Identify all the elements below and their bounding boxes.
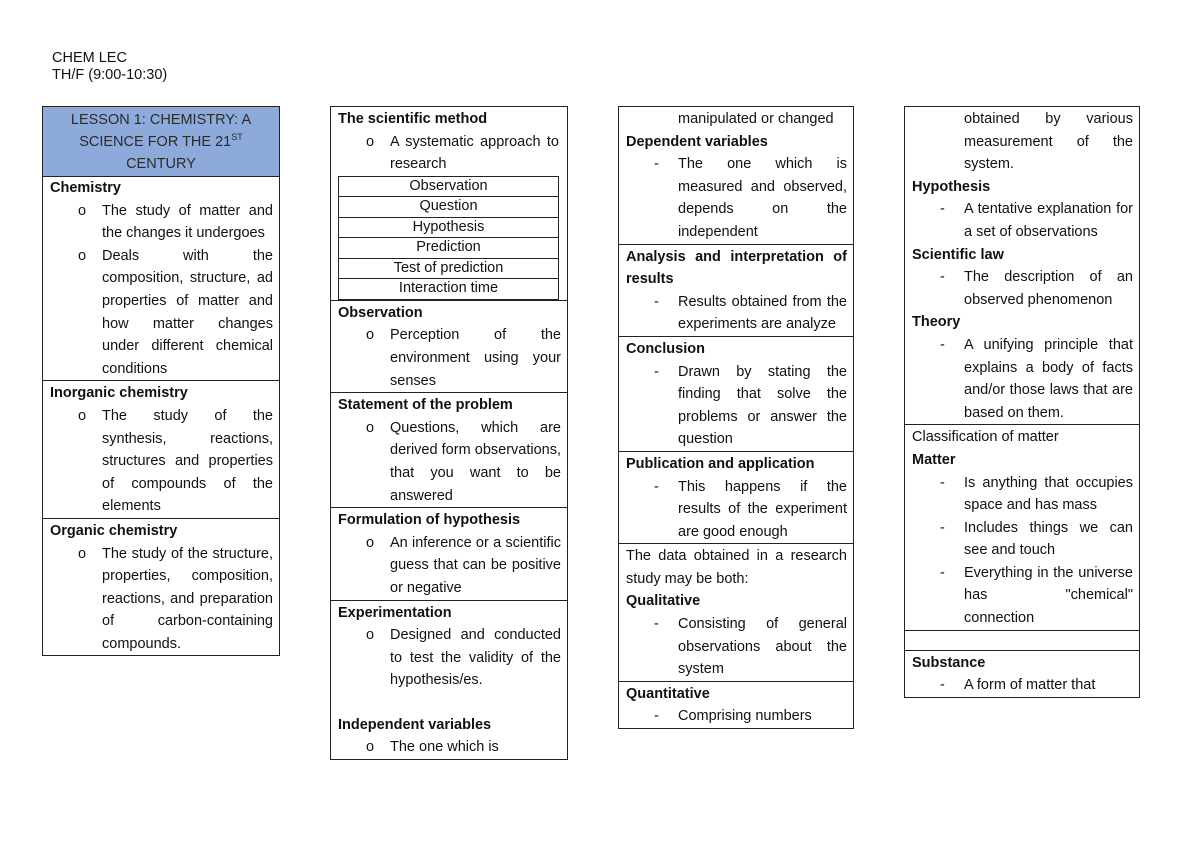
bullet-icon: - <box>940 677 945 694</box>
observation-box <box>330 301 568 393</box>
continued-text: obtained by various measurement of the system. <box>964 111 1133 173</box>
list-item: - Drawn by stating the finding that solve the problems or answer the question <box>626 361 847 451</box>
data-box <box>618 544 854 682</box>
qualitative-heading: Qualitative <box>626 593 701 610</box>
step-cell: Observation <box>338 176 559 198</box>
bullet-icon: - <box>654 478 659 495</box>
list-item: - This happens if the results of the experiment are good enough <box>626 476 847 544</box>
analysis-box <box>618 245 854 337</box>
independent-heading: Independent variables <box>338 716 492 733</box>
bullet-icon: - <box>654 708 659 725</box>
quantitative-box <box>618 682 854 729</box>
column-1 <box>42 106 280 656</box>
step-cell: Interaction time <box>338 279 559 300</box>
bullet-icon: - <box>654 156 659 173</box>
classification-box <box>904 425 1140 630</box>
list-item: o The study of matter and the changes it undergoes <box>50 200 273 245</box>
observation-heading: Observation <box>338 304 423 321</box>
problem-box <box>330 393 568 508</box>
bullet-icon: - <box>940 336 945 353</box>
list-item: - Consisting of general observations about the system <box>626 613 847 681</box>
publication-heading: Publication and application <box>626 455 815 472</box>
step-cell: Question <box>338 197 559 218</box>
organic-box <box>42 519 280 657</box>
problem-heading: Statement of the problem <box>338 397 513 414</box>
list-item: - Everything in the universe has "chemical" connection <box>912 562 1133 630</box>
sci-method-heading: The scientific method <box>338 111 488 127</box>
organic-heading: Organic chemistry <box>50 522 178 539</box>
experimentation-box <box>330 601 568 761</box>
conclusion-heading: Conclusion <box>626 340 705 357</box>
matter-heading: Matter <box>912 451 956 468</box>
bullet-icon: o <box>366 419 375 436</box>
inorganic-box <box>42 381 280 519</box>
bullet-icon: o <box>78 202 87 219</box>
inorganic-heading: Inorganic chemistry <box>50 385 188 402</box>
bullet-icon: o <box>366 327 375 344</box>
conclusion-box <box>618 337 854 452</box>
experimentation-heading: Experimentation <box>338 604 452 621</box>
dependent-heading: Dependent variables <box>626 133 768 150</box>
course-schedule: TH/F (9:00-10:30) <box>52 67 168 83</box>
column-3 <box>618 106 854 729</box>
bullet-icon: - <box>940 201 945 218</box>
bullet-icon: - <box>940 564 945 581</box>
column-4 <box>904 106 1140 698</box>
hypothesis-box <box>330 508 568 600</box>
list-item: - Includes things we can see and touch <box>912 517 1133 562</box>
theory-heading: Theory <box>912 314 961 331</box>
bullet-icon: - <box>940 269 945 286</box>
column-2 <box>330 106 568 760</box>
substance-box <box>904 651 1140 698</box>
bullet-icon: - <box>654 293 659 310</box>
data-intro: The data obtained in a research study may be both: <box>626 548 847 587</box>
list-item: o The study of the synthesis, reactions, structures and properties of compounds of the elements <box>50 405 273 518</box>
list-item: - The description of an observed phenomenon <box>912 266 1133 311</box>
list-item: - Comprising numbers <box>626 705 847 728</box>
bullet-icon: - <box>654 616 659 633</box>
step-cell: Prediction <box>338 238 559 259</box>
bullet-icon: o <box>78 407 87 424</box>
list-item: o Designed and conducted to test the validity of the hypothesis/es. <box>338 624 561 692</box>
bullet-icon: - <box>940 474 945 491</box>
concepts-box <box>904 106 1140 425</box>
course-title: CHEM LEC <box>52 50 127 66</box>
step-cell: Hypothesis <box>338 218 559 239</box>
bullet-icon: o <box>78 247 87 264</box>
list-item: o Questions, which are derived form observations, that you want to be answered <box>338 417 561 507</box>
dependent-box <box>618 106 854 245</box>
step-cell: Test of prediction <box>338 259 559 280</box>
list-item: - Results obtained from the experiments are analyze <box>626 291 847 336</box>
quantitative-heading: Quantitative <box>626 685 710 702</box>
list-item: o The study of the structure, properties, composition, reactions, and preparation of carbon-containing compounds. <box>50 543 273 656</box>
analysis-heading: Analysis and interpretation of results <box>626 248 847 288</box>
spacer <box>338 692 561 714</box>
list-item: o An inference or a scientific guess that can be positive or negative <box>338 532 561 600</box>
list-item: o Perception of the environment using your senses <box>338 324 561 392</box>
list-item: - Is anything that occupies space and has mass <box>912 472 1133 517</box>
bullet-icon: o <box>366 627 375 644</box>
bullet-icon: o <box>366 133 375 150</box>
header <box>52 50 167 84</box>
bullet-icon: o <box>78 545 87 562</box>
lesson-box <box>42 106 280 381</box>
list-item: o A systematic approach to research <box>338 131 559 176</box>
list-item: o Deals with the composition, structure, ad properties of matter and how matter changes under different chemical conditions <box>50 245 273 381</box>
continued-text: manipulated or changed <box>678 111 834 127</box>
bullet-icon: o <box>366 739 375 756</box>
sci-method-box <box>330 106 568 301</box>
bullet-icon: - <box>654 363 659 380</box>
chemistry-heading: Chemistry <box>50 180 121 196</box>
list-item: - A tentative explanation for a set of observations <box>912 198 1133 243</box>
hypothesis-heading: Hypothesis <box>912 178 991 195</box>
list-item: - A form of matter that <box>912 674 1133 697</box>
lesson-title: LESSON 1: CHEMISTRY: A SCIENCE FOR THE 21ST CENTURY <box>43 107 279 177</box>
bullet-icon: - <box>940 519 945 536</box>
bullet-icon: o <box>366 534 375 551</box>
list-item: - A unifying principle that explains a body of facts and/or those laws that are based on them. <box>912 334 1133 424</box>
empty-box <box>904 631 1140 651</box>
list-item: o The one which is <box>338 736 561 759</box>
hypothesis-heading: Formulation of hypothesis <box>338 512 521 529</box>
law-heading: Scientific law <box>912 246 1004 263</box>
substance-heading: Substance <box>912 654 986 671</box>
steps-table <box>338 176 559 300</box>
classification-title: Classification of matter <box>912 429 1059 446</box>
list-item: - The one which is measured and observed, depends on the independent <box>626 153 847 243</box>
publication-box <box>618 452 854 544</box>
